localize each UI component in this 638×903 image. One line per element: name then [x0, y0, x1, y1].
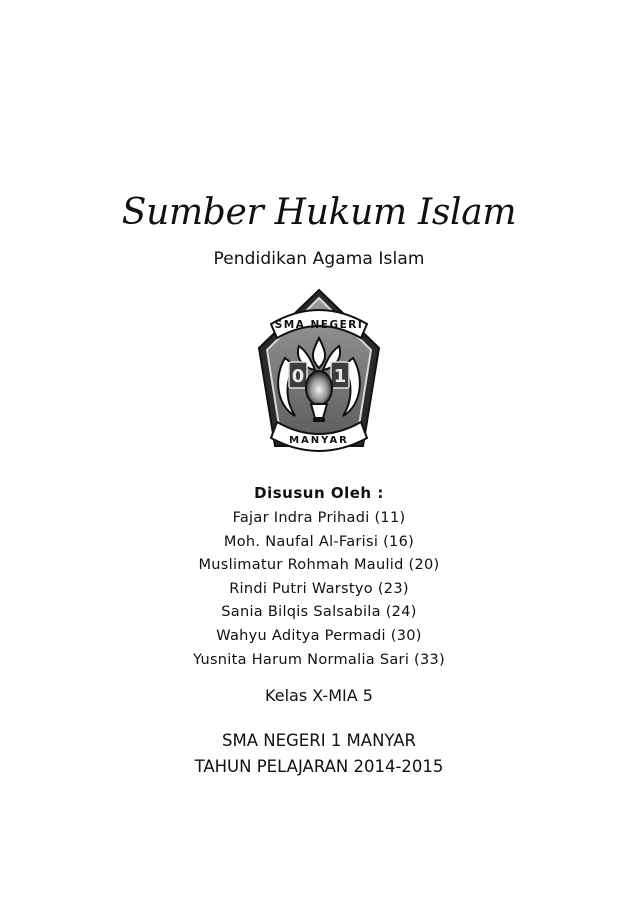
emblem-top-text: SMA NEGERI — [274, 319, 364, 331]
school-name: SMA NEGERI 1 MANYAR — [222, 731, 416, 750]
author-name: Wahyu Aditya Permadi (30) — [216, 627, 422, 644]
author-name: Fajar Indra Prihadi (11) — [232, 510, 406, 526]
author-list — [0, 507, 638, 672]
flame-icon — [306, 371, 332, 405]
school-emblem — [255, 288, 383, 458]
emblem-left-digit: 0 — [291, 366, 305, 387]
pen-nib-icon — [311, 404, 327, 418]
author-name: Muslimatur Rohmah Maulid (20) — [198, 557, 440, 574]
author-name: Rindi Putri Warstyo (23) — [229, 580, 409, 597]
academic-year: TAHUN PELAJARAN 2014-2015 — [194, 757, 444, 776]
emblem-right-digit: 1 — [333, 366, 347, 387]
class-label: Kelas X-MIA 5 — [265, 686, 373, 705]
author-name: Yusnita Harum Normalia Sari (33) — [192, 651, 446, 668]
author-name: Moh. Naufal Al-Farisi (16) — [223, 533, 415, 550]
authors-heading: Disusun Oleh : — [254, 484, 384, 502]
author-name: Sania Bilqis Salsabila (24) — [221, 604, 417, 621]
document-subtitle: Pendidikan Agama Islam — [213, 249, 425, 269]
emblem-bottom-text: MANYAR — [289, 435, 349, 446]
document-title: Sumber Hukum Islam — [121, 192, 517, 233]
